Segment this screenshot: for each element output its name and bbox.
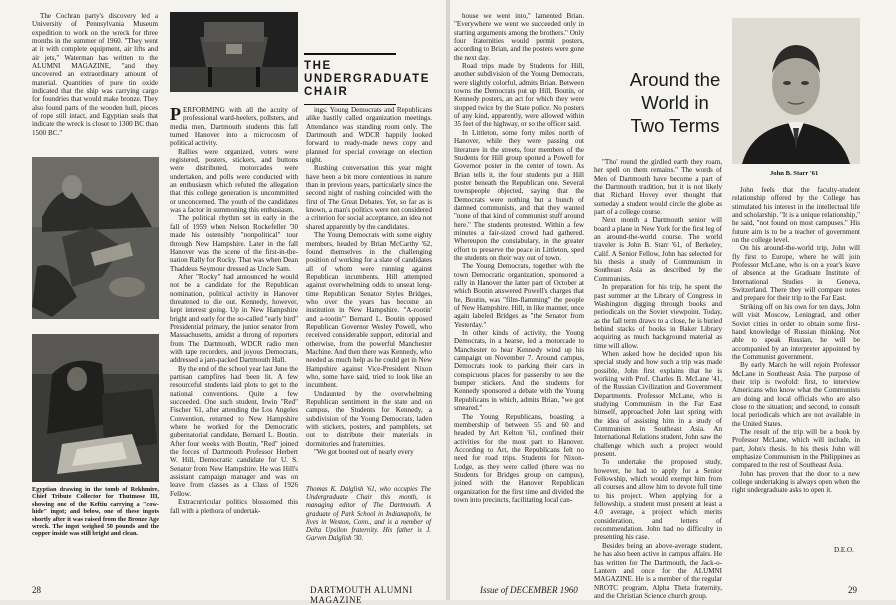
ingot-photo (32, 334, 159, 482)
paragraph: ings. Young Democrats and Republicans alike hastily called organization meetings. Attendance was standing room only. The Dartmouth and WDCR happily looked forward to ready-made news copy and planned for special coverage on election night. (306, 106, 432, 165)
paragraph: By early March he will rejoin Professor McLane in Southeast Asia. The purpose of their trip is twofold: first, to interview Americans who know what the Communists are doing and local officials who are also close to the situation; and second, to consult local periodicals which are not available in the United States. (732, 361, 860, 428)
section-title-line-3: CHAIR (304, 86, 349, 98)
signature: D.E.O. (834, 546, 854, 554)
paragraph: "Tho' round the girdled earth they roam, her spell on them remains." The words of Men of Dartmouth have become a part of the Dartmouth tradition, but it is not likely that Richard Hovey ever thought that someday a student would circle the globe as part of a college course. (594, 158, 722, 217)
paragraph: After "Rocky" had announced he would not be a candidate for the Republican nomination, political activity in Hanover threatened to die out. Kennedy, however, kept interest going. Up in New Hampshire bright and early for the so-called "early bird" Presidential primary, the junior senator from Massachusetts, amidst a throng of reporters from The Dartmouth, WDCR radio men with tape recorders, and joyous Democrats, addressed a jam-packed Dartmouth Hall. (170, 272, 298, 365)
left-page (0, 0, 446, 605)
right-column-1 (454, 12, 584, 568)
undergraduate-chair-illustration (170, 12, 298, 92)
paragraph: In Littleton, some forty miles north of Hanover, while they were passing out literature in the streets, four members of the Students for Hill group spotted a Powell for Governor poster in the center of town. As Brian tells it, the four students put a Hill poster beneath the Republican one. Several townspeople objected, saying that the Democrats were nothing but a bunch of damned communists, and that they wanted "none of that kind of communist stuff around here." The students protested. Within a few minutes a fair-sized crowd had gathered. Whereupon the constabulary, in the greater effort to preserve the peace in Littleton, sped the students on their way out of town. (454, 128, 584, 262)
paragraph: The Young Democrats, together with the town Democratic organization, sponsored a rally in Hanover the latter part of October at which Boutin answered Powell's charges that he, Boutin, was "film-flamming" the people of New Hampshire. Hill, in like manner, once again labeled Bridges as "the Senator from Yesterday." (454, 262, 584, 329)
left-page-number: 28 (32, 585, 41, 595)
portrait-illustration (732, 18, 860, 164)
drop-cap: P (170, 104, 181, 124)
paragraph (170, 106, 298, 148)
paragraph: "We got booted out of nearly every (314, 448, 414, 457)
section-title-rule-top (304, 53, 396, 55)
left-column-2 (170, 106, 298, 554)
author-note: Thomas K. Dalglish '61, who occupies The Undergraduate Chair this month, is managing editor of The Dartmouth. A graduate of Park School in Indianapolis, he lives in Weston, Conn., and is a member of Delta Upsilon fraternity. His father is J. Garven Dalglish '30. (306, 486, 431, 543)
right-footer-title (480, 585, 578, 595)
section-title (304, 60, 430, 99)
article-title-line-1: Around the (629, 69, 721, 90)
egyptian-drawing-photo (32, 157, 159, 319)
paragraph: Besides being an above-average student, he has also been active in campus affairs. He has written for The Dartmouth, the Jack-o-Lantern and once for the ALUMNI MAGAZINE. He is a member of the regular NROTC program, Alpha Theta fraternity, and the Christian Science church group. (594, 541, 722, 600)
paragraph: Undaunted by the overwhelming Republican sentiment in the state and on campus, the Students for Kennedy, a subdivision of the Young Democrats, laden with stickers, posters, and pamphlets, set out to distribute their materials in dormitories and fraternities. (306, 389, 432, 448)
paragraph: house we went into," lamented Brian. "Everywhere we went we succeeded only in starting arguments among the brothers." Only four fraternities would permit posters, according to Brian, and the posters were gone the next day. (454, 12, 585, 62)
paragraph: Rallies were organized, voters were registered, posters, stickers, and buttons were distributed, motorcades were undertaken, and polls were conducted with an enthusiasm which refuted the allegation that this college generation is uncommitted or unconcerned. The youth of the candidates was a factor in summoning this enthusiasm. (170, 147, 298, 215)
right-column-3 (732, 186, 860, 536)
paragraph: John feels that the faculty-student relationship offered by the College has stimulated his interest in the intellectual life and scholarship. "It is a unique relationship," he said, "not found on most campuses." His future aim is to be a teacher of government on the college level. (732, 186, 860, 245)
paragraph: Road trips made by Students for Hill, another subdivision of the Young Democrats, were slightly colorful, admits Brian. Between towns the Democrats put up Hill, Boutin, or Kennedy posters, an act for which they were stopped twice by the State police. No posters of any kind, apparently, were allowed within 35 feet of the highway, or so the officer said. (454, 62, 584, 129)
section-title-line-2: UNDERGRADUATE (304, 73, 431, 85)
left-column-3 (306, 106, 432, 478)
section-title-line-1: THE (304, 60, 332, 72)
paragraph: In other kinds of activity, the Young Democrats, in a hearse, led a motorcade to Manchester to hear Kennedy wind up his campaign on November 7. Around campus, Democrats took to parking their cars in conspicuous places for passersby to see the bumper stickers. And the students for Kennedy sponsored a debate with the Young Republicans in which, admits Brian, "we got smeared." (454, 329, 584, 413)
chair-photo (170, 12, 298, 92)
paragraph: The Young Republicans, boasting a membership of between 55 and 60 and headed by Art Kelton '61, confined their activities for the most part to Hanover. According to Art, the Republicans felt no need for road trips. Students for Nixon-Lodge, as they were called (there was no Students for Bridges group on campus), joined with the Hanover Republican organization for the first time and divided the town into precincts, facilitating local can- (454, 412, 584, 504)
paragraph: Next month a Dartmouth senior will board a plane in New York for the first leg of an around-the-world course. The world traveler is John B. Starr '61, of Berkeley, Calif. A Senior Fellow, John has selected for his thesis a study of Communism in Southeast Asia as described by the Communists. (594, 216, 722, 283)
paragraph: On his around-the-world trip, John will fly first to Europe, where he will join Professor McLane, who is on a year's leave of absence at the Graduate Institute of International Studies in Geneva, Switzerland. There they will compare notes and prepare for their trip to the Far East. (732, 244, 860, 303)
paragraph: When asked how he decided upon his special study and how such a trip was made possible, John first explains that he is working with Prof. Charles B. McLane '41, of the Russian Civilization and Government Departments. Professor McLane, who is studying Communism in the Far East himself, approached John last spring with the idea of assisting him in a study of Communism in Southeast Asia. An International Relations student, John saw the challenge which such a project would present. (594, 349, 722, 459)
paragraph: By the end of the school year last June the partisan campfires had been lit. A few resourceful students laid plots to get to the national conventions. Quite a few succeeded. One such student, Irwin "Red" Fischer '61, after attending the Los Angeles Convention, returned to New Hampshire where he worked for the Democratic gubernatorial candidate, Bernard L. Boutin. After four weeks with Boutin, "Red" joined the forces of Dartmouth Professor Herbert W. Hill, Democratic candidate for U. S. Senator from New Hampshire. He was Hill's assistant campaign manager and was on leave from classes as a Class of 1926 Fellow. (170, 364, 298, 498)
paragraph: John has proven that the door to a new college undertaking is always open when the right undergraduate asks to open it. (732, 469, 860, 495)
paragraph: To undertake the proposed study, however, he had to apply for a Senior Fellowship, which would exempt him from all courses and allow him to devote full time to his project. When applying for a fellowship, a student must present at least a 4.0 average, a project which merits consideration, and letters of recommendation. John had no difficulty in presenting his case. (594, 458, 722, 542)
article-title-line-3: Two Terms (630, 115, 720, 136)
paragraph: Extracurricular politics blossomed this fall with a plethora of undertak- (170, 498, 298, 515)
right-column-2 (594, 158, 722, 600)
paragraph: The political rhythm set in early in the fall of 1959 when Nelson Rockefeller '30 made his ostensibly "nonpolitical" tour through New Hampshire. Later in the fall Hanover was the scene of the first-in-the-nation Rally for Rocky. That was when Dean Thaddeus Seymour dressed as Uncle Sam. (170, 214, 298, 273)
portrait-photo (732, 18, 860, 164)
paragraph: The Cochran party's discovery led a University of Pennsylvania Museum expedition to work on the wreck for three months in the summer of 1960. "They went at it with complete equipment, air lifts and air jets," Waterman has written to the ALUMNI MAGAZINE, "and they uncovered an extraordinary amount of material. Quantities of pure tin oxide indicated that the ship was carrying cargo for foundries that would make bronze. They also found parts of the wooden hull, pieces of rope still intact, and Egyptian seals that indicate the wreck is closer to 1300 BC than 1500 BC." (32, 12, 158, 137)
portrait-caption: John B. Starr '61 (770, 170, 819, 177)
paragraph: The result of the trip will be a book by Professor McLane, which will include, in part, John's thesis. In his thesis John will emphasize Communism in the Philippines as compared to the rest of Southeast Asia. (732, 427, 860, 470)
photo-caption: Egyptian drawing in the tomb of Rekhmire, Chief Tribute Collector for Thutmose III, showing one of the Keftiu carrying a "cow-hide" ingot; and below, one of these ingots shortly after it was raised from the Bronze Age wreck. The ingot weighed 50 pounds and the copper inside was still bright and clean. (32, 486, 159, 538)
paragraph: The Young Democrats with some eighty members, headed by Brian McCarthy '62, found themselves in the challenging position of working for a slate of candidates all of whom were running against Republican incumbents. Hill attempted against overwhelming odds to unseat long-time Republican Senator Styles Bridges, who over the years has become an institution in New Hampshire. "A-rootin' and a-tootin'" Bernard L. Boutin opposed Republican Governor Wesley Powell, who received considerable support, editorial and otherwise, from the powerful Manchester Machine. And then there was Kennedy, who needed as much help as he could get in New Hampshire against Vice-President Nixon who, some have said, tried to look like an incumbent. (306, 231, 432, 390)
left-footer-title: DARTMOUTH ALUMNI MAGAZINE (310, 585, 413, 605)
paragraph: In preparation for his trip, he spent the past summer at the Library of Congress in Washington digging through books and periodicals on the Soviet viewpoint. Today, as the fall term draws to a close, he is buried behind stacks of books in Baker Library acquiring as much background material as time will allow. (594, 283, 722, 350)
section-title-rule-bottom (304, 104, 396, 105)
paragraph-text: ERFORMING with all the acuity of professional ward-heelers, pollsters, and media men, Dartmouth students this fall turned Hanover into a microcosm of political activity. (170, 106, 298, 148)
article-title-line-2: World in (641, 92, 709, 113)
tomb-drawing-illustration (32, 157, 159, 319)
ingot-illustration (32, 334, 159, 482)
right-footer-title-text: Issue of DECEMBER 1960 (480, 585, 578, 595)
right-page-number: 29 (848, 585, 857, 595)
paragraph: Rushing conversation this year might have been a bit more contentious in nature than in previous years, particularly since the second night of rushing coincided with the first of The Great Debates. Yet, so far as is known, a man's politics were not considered a criterion for social acceptance, an idea not shared apparently by the candidates. (306, 164, 432, 231)
left-column-1 (32, 12, 158, 142)
article-title (612, 68, 738, 137)
paragraph: Striking off on his own for ten days, John will visit Moscow, Leningrad, and other Soviet cities in order to obtain some first-hand knowledge of Russian thinking. Not able to speak Russian, he will be accompanied by an interpreter appointed by the Communist government. (732, 302, 860, 361)
right-page (450, 0, 896, 600)
